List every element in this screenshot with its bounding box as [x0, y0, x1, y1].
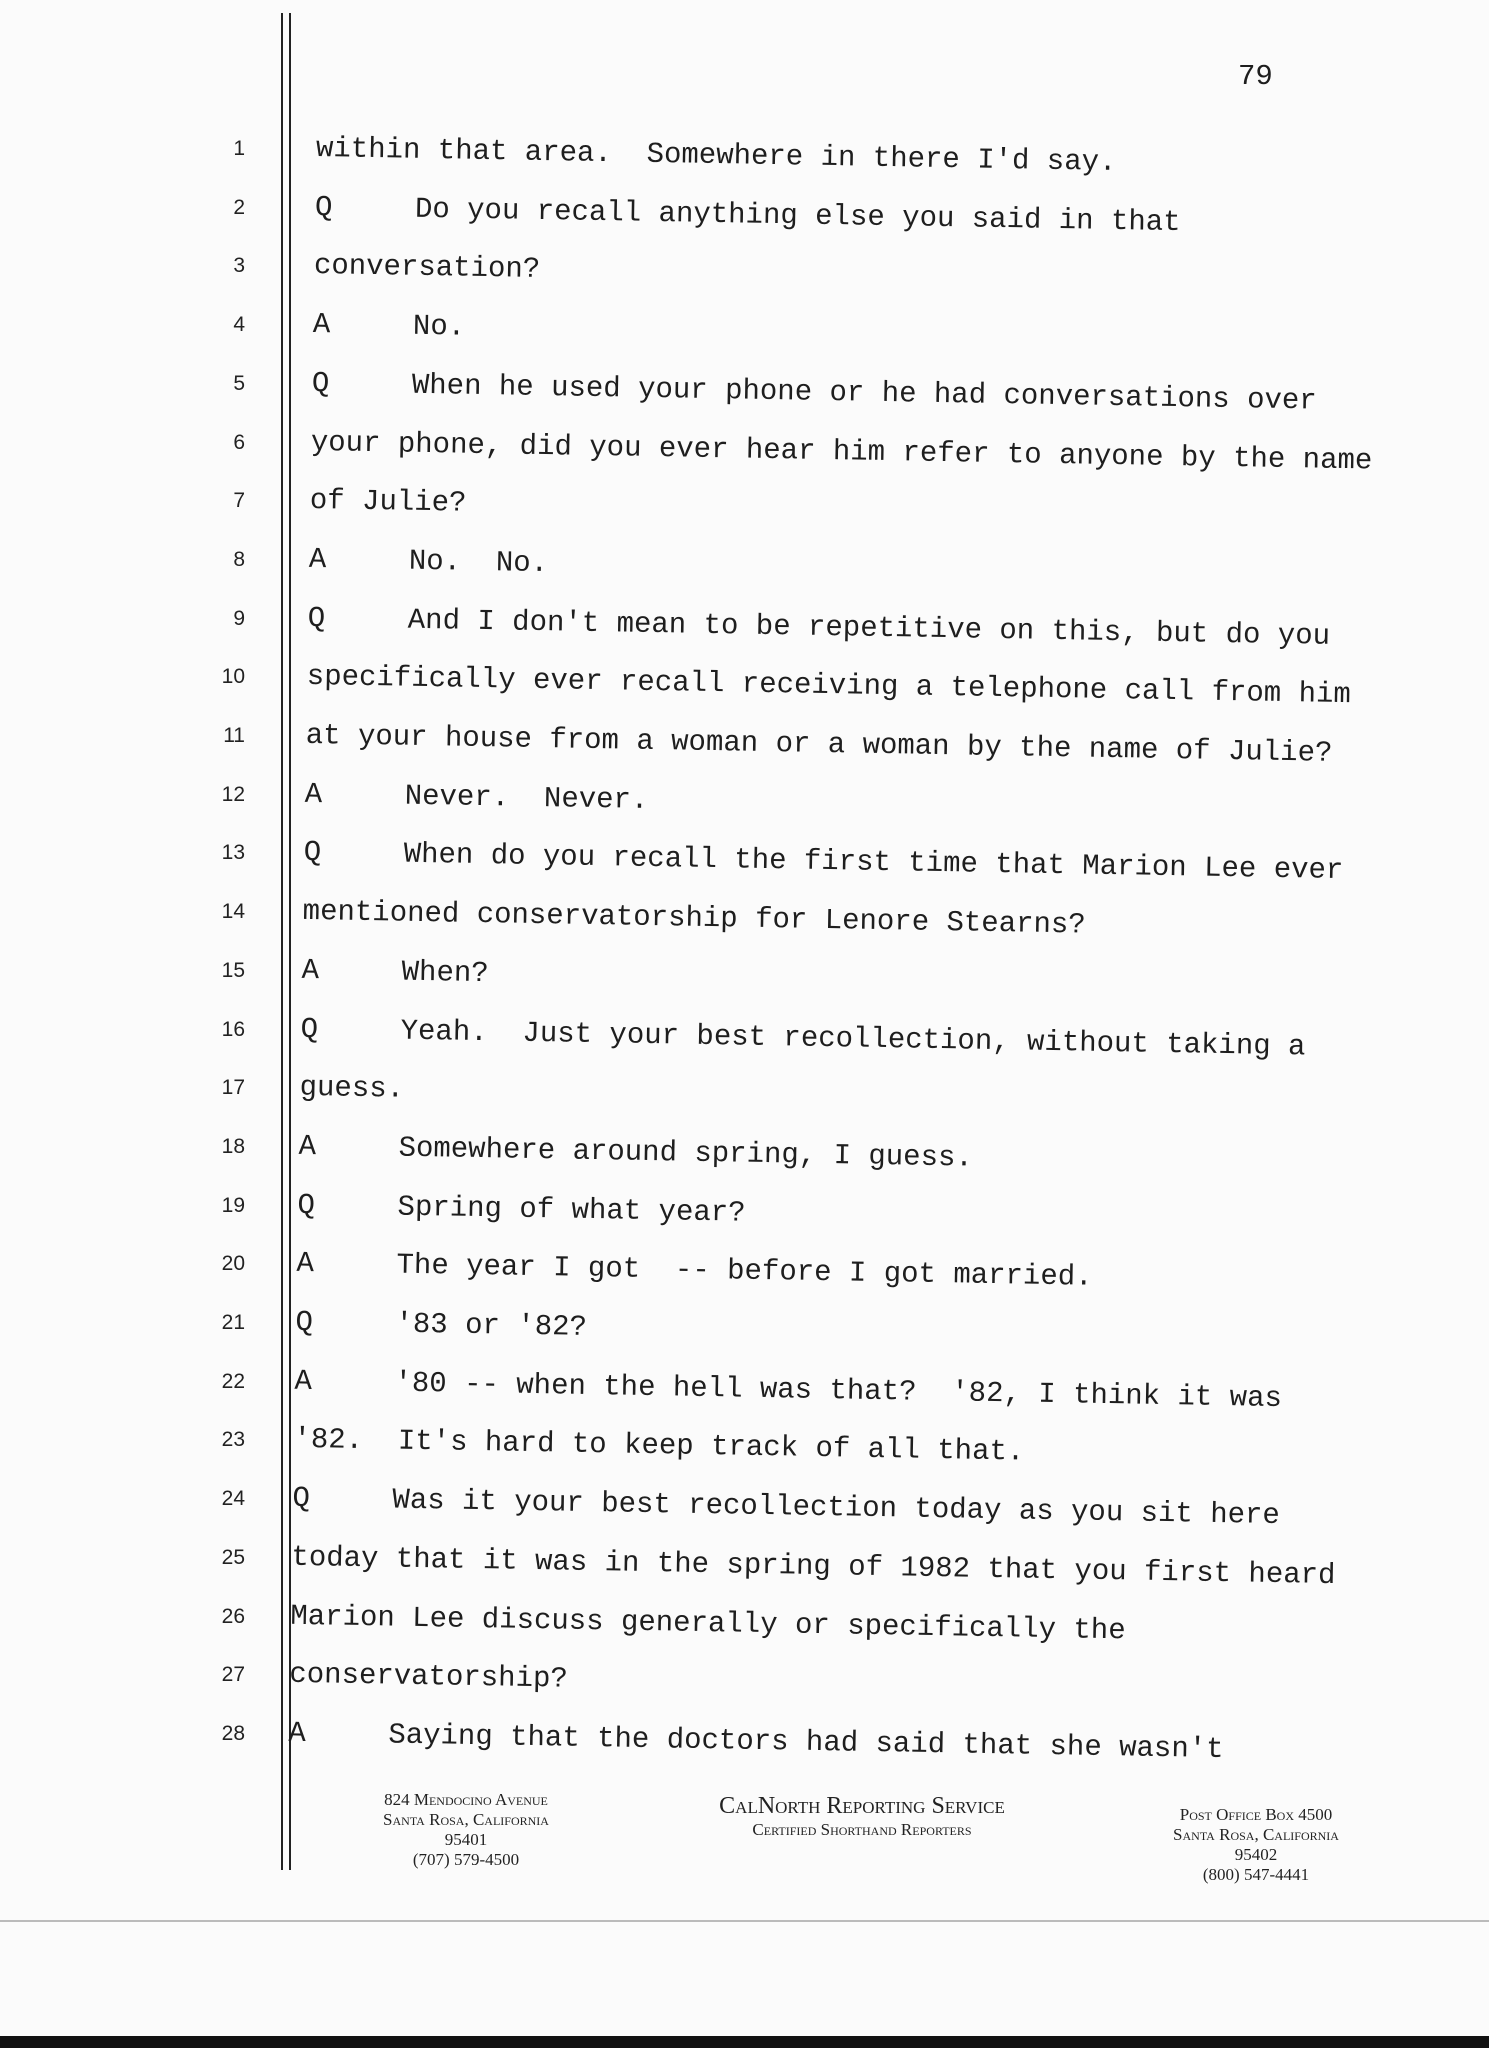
transcript-line — [291, 1541, 1336, 1593]
line-number: 11 — [223, 724, 245, 747]
transcript-line — [290, 1599, 1126, 1648]
line-text: '80 -- when the hell was that? '82, I think it was — [394, 1366, 1283, 1415]
speaker-label: Q — [311, 366, 330, 401]
line-number: 4 — [233, 313, 245, 337]
footer-line: 824 Mendocino Avenue — [384, 1790, 548, 1809]
company-name: CalNorth Reporting Service — [719, 1793, 1005, 1819]
line-number: 9 — [233, 606, 245, 630]
speaker-label: A — [301, 953, 320, 987]
speaker-label: Q — [297, 1188, 316, 1222]
line-number: 24 — [221, 1487, 245, 1511]
transcript-line — [299, 1071, 404, 1107]
speaker-label: A — [308, 542, 327, 577]
transcript-line — [308, 602, 1331, 654]
line-number: 2 — [233, 195, 245, 219]
line-text: And I don't mean to be repetitive on this, but do you — [407, 603, 1331, 653]
line-text: conservatorship? — [289, 1657, 569, 1696]
speaker-label: A — [296, 1247, 315, 1281]
footer-right-address — [1126, 1805, 1386, 1885]
transcript-line — [288, 1717, 1224, 1767]
scan-border — [0, 2036, 1489, 2048]
transcript-line — [301, 954, 489, 991]
line-text: Was it your best recollection today as you sit here — [392, 1483, 1281, 1533]
footer-line: Santa Rosa, California — [1173, 1825, 1339, 1844]
transcript-line — [292, 1482, 1280, 1533]
line-text: When he used your phone or he had conversations over — [411, 368, 1317, 418]
transcript-line — [309, 543, 549, 581]
line-text: at your house from a woman or a woman by the name of Julie? — [305, 718, 1333, 770]
line-number: 18 — [221, 1134, 245, 1158]
speaker-label: A — [304, 777, 323, 811]
line-text: The year I got -- before I got married. — [396, 1248, 1093, 1295]
transcript-line — [305, 719, 1332, 771]
footer-left-address — [336, 1790, 596, 1870]
footer-company — [652, 1792, 1072, 1840]
line-text: of Julie? — [309, 484, 467, 520]
line-number: 3 — [233, 254, 245, 278]
speaker-label: Q — [300, 1012, 319, 1046]
transcript-line — [312, 367, 1317, 419]
speaker-label: A — [288, 1716, 307, 1750]
transcript-line — [313, 308, 466, 345]
transcript-line — [302, 895, 1086, 943]
line-text: No. No. — [408, 544, 549, 581]
line-text: conversation? — [313, 249, 541, 287]
transcript-line — [310, 484, 467, 521]
line-number: 7 — [233, 489, 245, 513]
line-text: Somewhere around spring, I guess. — [398, 1131, 974, 1175]
transcript-line — [295, 1306, 587, 1345]
line-number: 22 — [221, 1369, 245, 1393]
line-number: 19 — [221, 1193, 245, 1217]
line-number: 23 — [221, 1428, 245, 1452]
line-number: 12 — [221, 782, 245, 806]
line-text: When? — [401, 955, 489, 990]
line-text: Marion Lee discuss generally or specifically the — [290, 1599, 1126, 1647]
footer-line: Santa Rosa, California — [383, 1810, 549, 1829]
line-text: '83 or '82? — [395, 1307, 588, 1344]
line-text: Yeah. Just your best recollection, without taking a — [400, 1014, 1306, 1063]
transcript-line — [300, 1012, 1305, 1064]
line-text: Spring of what year? — [397, 1190, 746, 1230]
line-number: 1 — [233, 137, 245, 160]
line-text: today that it was in the spring of 1982 that you first heard — [291, 1540, 1336, 1592]
line-number: 28 — [221, 1721, 245, 1745]
line-text: When do you recall the first time that Marion Lee ever — [403, 838, 1344, 888]
speaker-label: Q — [292, 1481, 311, 1516]
line-number: 16 — [221, 1017, 245, 1041]
line-text: Do you recall anything else you said in that — [414, 192, 1181, 239]
line-text: '82. It's hard to keep track of all that. — [293, 1423, 1025, 1469]
transcript-line — [311, 425, 1373, 478]
transcript-line — [304, 778, 648, 818]
line-number: 14 — [221, 900, 245, 924]
line-number: 21 — [221, 1311, 245, 1334]
speaker-label: Q — [314, 190, 333, 224]
speaker-label: A — [312, 308, 331, 342]
line-text: specifically ever recall receiving a telephone call from him — [306, 660, 1352, 712]
line-number: 17 — [221, 1076, 245, 1100]
line-number: 8 — [233, 547, 245, 571]
line-text: mentioned conservatorship for Lenore Stearns? — [302, 894, 1087, 942]
transcript-line — [294, 1365, 1282, 1416]
footer-line: 95402 — [1234, 1845, 1278, 1864]
transcript-line — [297, 1188, 746, 1230]
page-edge — [0, 1920, 1489, 1922]
line-text: your phone, did you ever hear him refer to anyone by the name — [310, 425, 1373, 477]
transcript-line — [314, 249, 541, 287]
footer-line: (800) 547-4441 — [1202, 1865, 1310, 1884]
line-text: Saying that the doctors had said that she wasn't — [388, 1718, 1224, 1766]
line-text: No. — [412, 309, 466, 344]
page-number: 79 — [1238, 60, 1273, 93]
footer-line: 95401 — [444, 1830, 488, 1849]
line-number: 26 — [221, 1604, 245, 1628]
line-text: guess. — [299, 1071, 405, 1106]
line-number: 15 — [221, 958, 245, 982]
line-text: Never. Never. — [404, 779, 649, 817]
speaker-label: Q — [303, 836, 322, 870]
transcript-line — [316, 132, 1117, 180]
speaker-label: A — [298, 1129, 317, 1164]
transcript-line — [303, 836, 1343, 888]
company-tagline: Certified Shorthand Reporters — [752, 1820, 972, 1839]
footer-line: Post Office Box 4500 — [1179, 1805, 1333, 1824]
line-number: 6 — [233, 430, 245, 454]
speaker-label: Q — [307, 601, 326, 635]
line-number: 5 — [233, 371, 245, 395]
line-number: 25 — [221, 1545, 245, 1569]
speaker-label: Q — [295, 1305, 314, 1340]
line-text: within that area. Somewhere in there I'd say. — [315, 132, 1117, 179]
line-number: 10 — [221, 665, 245, 689]
speaker-label: A — [294, 1364, 313, 1398]
transcript-line — [298, 1130, 973, 1176]
transcript-line — [306, 660, 1351, 712]
line-number: 20 — [221, 1252, 245, 1276]
transcript-line — [293, 1423, 1024, 1470]
footer-line: (707) 579-4500 — [412, 1850, 520, 1869]
line-number: 27 — [221, 1663, 245, 1687]
transcript-line — [296, 1247, 1093, 1295]
transcript-line — [315, 191, 1181, 240]
line-number: 13 — [221, 841, 245, 865]
transcript-line — [289, 1658, 568, 1697]
